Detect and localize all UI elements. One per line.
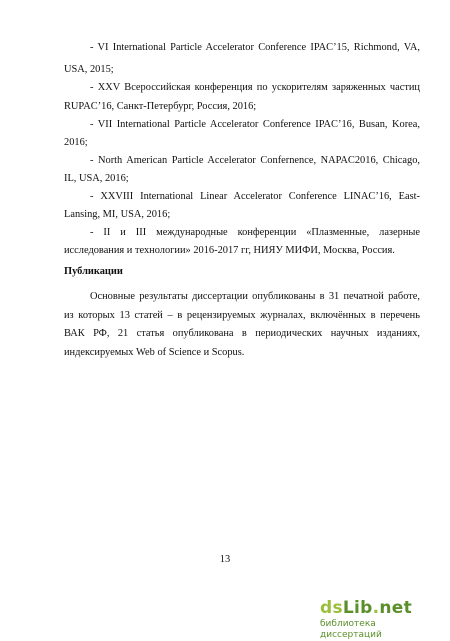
conference-ipac15-line-2: USA, 2015; [64,64,114,75]
dslib-watermark [320,598,440,641]
logo-dot: . [372,598,380,618]
watermark-caption: библиотека диссертаций [320,619,382,640]
conference-ipac15-line-1: - VI International Particle Accelerator Conference IPAC’15, Richmond, VA, [90,42,420,53]
conference-napac2016-line-1: - North American Particle Accelerator Confernence, NAPAC2016, Chicago, [90,155,420,166]
conference-linac16-line-2: Lansing, MI, USA, 2016; [64,209,171,220]
conference-plasma-line-1: - II и III международные конференции «Плазменные, лазерные [90,227,420,238]
conference-napac2016-line-2: IL, USA, 2016; [64,173,129,184]
conference-ipac16-line-1: - VII International Particle Accelerator Conference IPAC’16, Busan, Korea, [90,119,420,130]
logo-net: net [379,598,413,618]
publications-heading: Публикации [64,266,123,277]
logo-lib: Lib [342,598,373,618]
page-number: 13 [219,554,231,565]
conference-rupac16-line-2: RUPAC’16, Санкт-Петербург, Россия, 2016; [64,101,257,112]
logo-ds: ds [320,598,343,618]
conference-rupac16-line-1: - XXV Всероссийская конференция по ускорителям заряженных частиц [90,82,420,93]
dslib-logo [320,598,440,618]
publications-paragraph-line-4: индексируемых Web of Science и Scopus. [64,347,245,358]
publications-paragraph-line-1: Основные результаты диссертации опубликованы в 31 печатной работе, [90,291,420,302]
publications-paragraph-line-2: из которых 13 статей – в рецензируемых журналах, включённых в перечень [64,310,420,321]
publications-paragraph-line-3: ВАК РФ, 21 статья опубликована в периодических научных изданиях, [64,328,420,339]
conference-plasma-line-2: исследования и технологии» 2016-2017 гг, НИЯУ МИФИ, Москва, Россия. [64,245,395,256]
conference-ipac16-line-2: 2016; [64,137,88,148]
conference-linac16-line-1: - XXVIII International Linear Accelerator Conference LINAC’16, East- [90,191,420,202]
